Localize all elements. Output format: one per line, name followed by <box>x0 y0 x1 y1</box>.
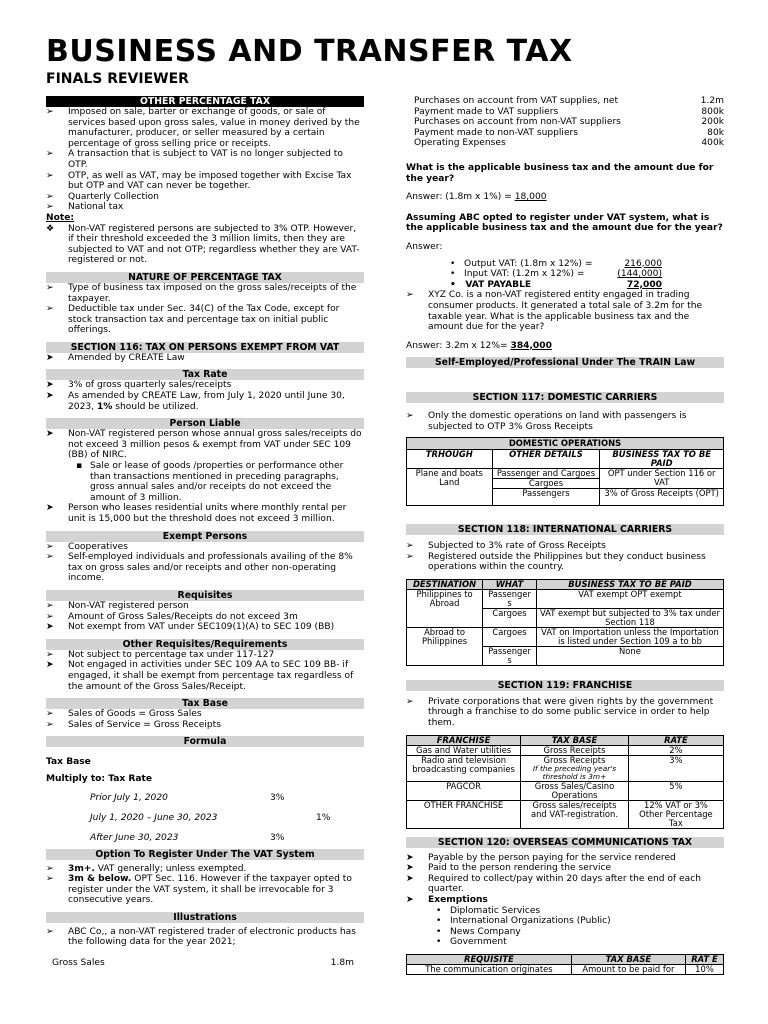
franchise-table: FRANCHISE TAX BASE RATE Gas and Water utilities Gross Receipts 2% Radio and television broadcasting companies Gross Receipts If the preceding year's threshold is 3m+ 3% PAGCOR Gross Sales/Casino Operations 5% OTHER FRANCHISE Gross sales/receipts and VAT-registration. 12% VAT or 3% Other Percentage Tax <box>406 735 724 829</box>
data-row: Purchases on account from VAT supplies, net 1.2m <box>414 96 724 106</box>
list-item: ➢ OTP, as well as VAT, may be imposed together with Excise Tax but OTP and VAT can never be together. <box>46 170 352 192</box>
list-item: ➢ A transaction that is subject to VAT is no longer subjected to OTP. <box>46 149 343 170</box>
data-row: Operating Expenses 400k <box>414 138 724 149</box>
bullet-icon: • <box>450 279 466 290</box>
table-row: Abroad to Philippines Cargoes VAT on Importation unless the Importation is listed under Section 109 a to bb <box>407 627 724 646</box>
opt-list <box>46 107 364 213</box>
section-header-train: Self-Employed/Professional Under The TRAIN Law <box>406 357 724 368</box>
list-item: ➤ As amended by CREATE Law, from July 1, 2020 until June 30, 2023, 1% should be utilized. <box>46 391 345 412</box>
list-item: ➢ Deductible tax under Sec. 34(C) of the Tax Code, except for stock transaction tax and percentage tax on initial public offerings. <box>46 304 340 336</box>
list-item: ➢ Quarterly Collection <box>46 191 159 202</box>
section-header-other-requisites: Other Requisites/Requirements <box>46 639 364 650</box>
bullet-icon: • <box>436 937 442 948</box>
arrowhead-icon: ➤ <box>46 622 54 633</box>
arrowhead-icon: ➤ <box>46 391 54 402</box>
list-item: ➢ Sales of Service = Gross Receipts <box>46 719 221 730</box>
list-item: ➤ Amended by CREATE Law <box>46 352 185 363</box>
list-item: ➢ ABC Co,, a non-VAT registered trader of electronic products has the following data for the year 2021; <box>46 926 356 948</box>
list-item: ➢ Cooperatives <box>46 541 128 552</box>
list-item: ➢ Not subject to percentage tax under 117-127 <box>46 649 275 660</box>
arrowhead-icon: ➤ <box>46 429 54 440</box>
list-item: ➢ Private corporations that were given rights by the government through a franchise to do some public service in order to help them. <box>406 696 714 729</box>
list-item: ➢ Registered outside the Philippines but they conduct business operations within the country. <box>406 551 706 573</box>
list-item: ➤ Required to collect/pay within 20 days after the end of each quarter. <box>406 873 701 895</box>
domestic-table-caption: DOMESTIC OPERATIONS <box>406 437 724 449</box>
list-item: ❖ Non-VAT registered persons are subjected to 3% OTP. However, if their threshold exceeded the 3 million limits, then they are subjected to VAT and not OTP; regardless whether they are VAT-registered or not. <box>46 223 360 266</box>
section-header-formula: Formula <box>46 736 364 747</box>
section-header-taxrate: Tax Rate <box>46 369 364 380</box>
list-item: ➢ Sales of Goods = Gross Sales <box>46 709 202 720</box>
list-item: • VAT PAYABLE 72,000 <box>450 279 662 290</box>
section-header-option-register: Option To Register Under The VAT System <box>46 849 364 860</box>
table-row: OTHER FRANCHISE Gross sales/receipts and VAT-registration. 12% VAT or 3% Other Percentage Tax <box>407 800 724 828</box>
bullet-icon: • <box>436 916 442 927</box>
rate-row: After June 30, 2023 3% <box>90 832 285 843</box>
section-header-sec120: SECTION 120: OVERSEAS COMMUNICATIONS TAX <box>406 837 724 848</box>
list-item: ➢ Type of business tax imposed on the gross sales/receipts of the taxpayer. <box>46 282 357 304</box>
list-item: ➤ Payable by the person paying for the service rendered <box>406 852 676 863</box>
data-row: Purchases on account from non-VAT suppliers 200k <box>414 117 724 128</box>
arrow-icon: ➢ <box>406 411 414 422</box>
formula-multiply: Multiply to: Tax Rate <box>46 773 153 784</box>
domestic-operations-table: TRHOUGH OTHER DETAILS BUSINESS TAX TO BE PAID Plane and boats Land Passenger and Cargoes OPT under Section 116 or VAT Cargoes Passengers 3% of Gross Receipts (OPT) <box>406 449 724 506</box>
section-header-exempt: Exempt Persons <box>46 531 364 542</box>
list-item: ▪ Sale or lease of goods /properties or performance other than transactions mentioned in preceding paragraphs, gross annual sales and/or receipts do not exceed the amount of 3 million. <box>76 461 344 503</box>
formula-tax-base: Tax Base <box>46 757 91 768</box>
arrowhead-icon: ➤ <box>46 380 54 391</box>
bullet-icon: • <box>450 269 465 280</box>
arrow-icon: ➢ <box>406 696 414 707</box>
list-item: • Output VAT: (1.8m x 12%) = 216,000 <box>450 258 662 269</box>
list-item: ➢ 3m & below. OPT Sec. 116. However if the taxpayer opted to register under the VAT system, it shall be irrevocable for 3 consecutive years. <box>46 874 352 906</box>
arrow-icon: ➢ <box>46 719 54 730</box>
list-item: • Diplomatic Services <box>436 905 541 916</box>
section-header-sec119: SECTION 119: FRANCHISE <box>406 680 724 691</box>
list-item: ➢ Amount of Gross Sales/Receipts do not exceed 3m <box>46 611 298 622</box>
answer-2-label: Answer: <box>406 241 443 252</box>
left-column <box>46 96 364 969</box>
table-row: Gas and Water utilities Gross Receipts 2% <box>407 745 724 755</box>
table-row: Passenger s None <box>407 646 724 665</box>
list-item: • Input VAT: (1.2m x 12%) = (144,000) <box>450 269 662 280</box>
vat-computation <box>406 259 662 291</box>
arrow-icon: ➢ <box>46 282 54 293</box>
rate-row: Prior July 1, 2020 3% <box>90 792 285 803</box>
arrow-icon: ➢ <box>46 541 54 552</box>
data-row: Payment made to VAT suppliers 800k <box>414 106 724 117</box>
arrow-icon: ➢ <box>46 709 54 720</box>
page-title: BUSINESS AND TRANSFER TAX <box>46 34 573 69</box>
bullet-icon: • <box>450 258 465 269</box>
list-item: • Government <box>436 937 507 948</box>
arrow-icon: ➢ <box>46 202 54 213</box>
list-item: ➢ XYZ Co. is a non-VAT registered entity engaged in trading consumer products. It generated a total sale of 3.2m for the taxable year. What is the applicable business tax and the amount due for the year? <box>406 290 703 333</box>
arrow-icon: ➢ <box>46 149 54 160</box>
table-row: Plane and boats Land Passenger and Cargoes OPT under Section 116 or VAT <box>407 469 724 479</box>
arrowhead-icon: ➤ <box>406 873 414 884</box>
arrow-icon: ➢ <box>46 600 54 611</box>
list-item: ➤ 3% of gross quarterly sales/receipts <box>46 380 232 391</box>
arrow-icon: ➢ <box>46 304 54 315</box>
list-item: ➤ Not engaged in activities under SEC 109 AA to SEC 109 BB- if engaged, it shall be exempt from percentage tax regardless of the amount of the Gross Sales/Receipt. <box>46 660 354 692</box>
section-header-person-liable: Person Liable <box>46 418 364 429</box>
diamond-icon: ❖ <box>46 223 55 234</box>
answer-3: Answer: 3.2m x 12%= 384,000 <box>406 340 552 351</box>
table-row: Philippines to Abroad Passenger s VAT exempt OPT exempt <box>407 589 724 608</box>
arrow-icon: ➢ <box>46 649 54 660</box>
list-item: ➢ 3m+. VAT generally; unless exempted. <box>46 863 247 874</box>
right-column <box>406 96 724 975</box>
list-item: ➢ National tax <box>46 202 124 213</box>
list-item: ➤ Paid to the person rendering the service <box>406 863 612 874</box>
table-row: Cargoes <box>407 479 724 489</box>
bullet-icon: • <box>436 926 442 937</box>
table-row: Cargoes VAT exempt but subjected to 3% tax under Section 118 <box>407 608 724 627</box>
square-bullet-icon: ▪ <box>76 461 83 472</box>
section-header-sec118: SECTION 118: INTERNATIONAL CARRIERS <box>406 524 724 535</box>
question-1: What is the applicable business tax and the amount due for the year? <box>406 162 714 184</box>
arrow-icon: ➢ <box>46 170 54 181</box>
note-label: Note: <box>46 212 75 223</box>
arrowhead-icon: ➤ <box>406 852 414 863</box>
arrow-icon: ➢ <box>46 926 54 937</box>
list-item: ➢ Self-employed individuals and professionals availing of the 8% tax on gross sales and/or receipts and other non-operating income. <box>46 552 353 584</box>
arrow-icon: ➢ <box>46 191 54 202</box>
section-header-opt: OTHER PERCENTAGE TAX <box>46 96 364 107</box>
section-header-sec116: SECTION 116: TAX ON PERSONS EXEMPT FROM VAT <box>46 342 364 353</box>
arrow-icon: ➢ <box>46 552 54 563</box>
question-2: Assuming ABC opted to register under VAT system, what is the applicable business tax and the amount due for the year? <box>406 212 723 234</box>
table-row: The communication originates Amount to be paid for 10% <box>407 964 724 974</box>
table-row: PAGCOR Gross Sales/Casino Operations 5% <box>407 781 724 800</box>
rate-row: July 1, 2020 – June 30, 2023 1% <box>90 812 331 823</box>
list-item: ➤ Non-VAT registered person whose annual gross sales/receipts do not exceed 3 million pesos & exempt from VAT under SEC 109 (BB) of NIRC. <box>46 429 362 461</box>
arrow-icon: ➢ <box>46 874 54 885</box>
arrowhead-icon: ➤ <box>46 503 54 514</box>
section-header-requisites: Requisites <box>46 590 364 601</box>
arrowhead-icon: ➤ <box>406 895 414 905</box>
arrow-icon: ➢ <box>46 611 54 622</box>
list-item: ➢ Non-VAT registered person <box>46 600 189 611</box>
data-row: Payment made to non-VAT suppliers 80k <box>414 127 724 138</box>
list-item: ➢ Imposed on sale, barter or exchange of goods, or sale of services based upon gross sales, value in money derived by the manufacturer, producer, or seller measured by a certain percentage of gross selling price or receipts. <box>46 107 360 149</box>
section-header-illustrations: Illustrations <box>46 912 364 923</box>
section-header-nature: NATURE OF PERCENTAGE TAX <box>46 272 364 283</box>
arrow-icon: ➢ <box>46 863 54 874</box>
arrow-icon: ➢ <box>46 107 54 117</box>
table-row: Passengers 3% of Gross Receipts (OPT) <box>407 489 724 506</box>
arrow-icon: ➢ <box>406 541 414 552</box>
illustration-data <box>406 96 724 149</box>
overseas-communications-table: REQUISITE TAX BASE RAT E The communication originates Amount to be paid for 10% <box>406 954 724 975</box>
bullet-icon: • <box>436 905 442 916</box>
gross-sales-row: Gross Sales 1.8m <box>52 958 354 969</box>
list-item: • News Company <box>436 926 521 937</box>
list-item: • International Organizations (Public) <box>436 916 611 927</box>
section-header-taxbase: Tax Base <box>46 698 364 709</box>
arrow-icon: ➢ <box>406 290 414 301</box>
international-carriers-table: DESTINATION WHAT BUSINESS TAX TO BE PAID Philippines to Abroad Passenger s VAT exempt OPT exempt Cargoes VAT exempt but subjected to 3% tax under Section 118 Abroad to Philippines Cargoes VAT on Importation unless the Importation is listed under Section 109 a to bb Passenger s None <box>406 579 724 666</box>
list-item: ➢ Only the domestic operations on land with passengers is subjected to OTP 3% Gross Receipts <box>406 411 687 432</box>
list-item: ➤ Exemptions <box>406 895 488 905</box>
table-row: Radio and television broadcasting companies Gross Receipts If the preceding year's threshold is 3m+ 3% <box>407 755 724 781</box>
section-header-sec117: SECTION 117: DOMESTIC CARRIERS <box>406 392 724 403</box>
arrowhead-icon: ➤ <box>406 863 414 874</box>
arrow-icon: ➢ <box>406 551 414 562</box>
arrowhead-icon: ➤ <box>46 660 54 671</box>
arrowhead-icon: ➤ <box>46 352 54 363</box>
page-subtitle: FINALS REVIEWER <box>46 71 189 87</box>
list-item: ➤ Person who leases residential units where monthly rental per unit is 15,000 but the threshold does not exceed 3 million. <box>46 503 347 524</box>
answer-1: Answer: (1.8m x 1%) = 18,000 <box>406 192 547 203</box>
list-item: ➢ Subjected to 3% rate of Gross Receipts <box>406 541 606 552</box>
list-item: ➤ Not exempt from VAT under SEC109(1)(A) to SEC 109 (BB) <box>46 622 335 633</box>
